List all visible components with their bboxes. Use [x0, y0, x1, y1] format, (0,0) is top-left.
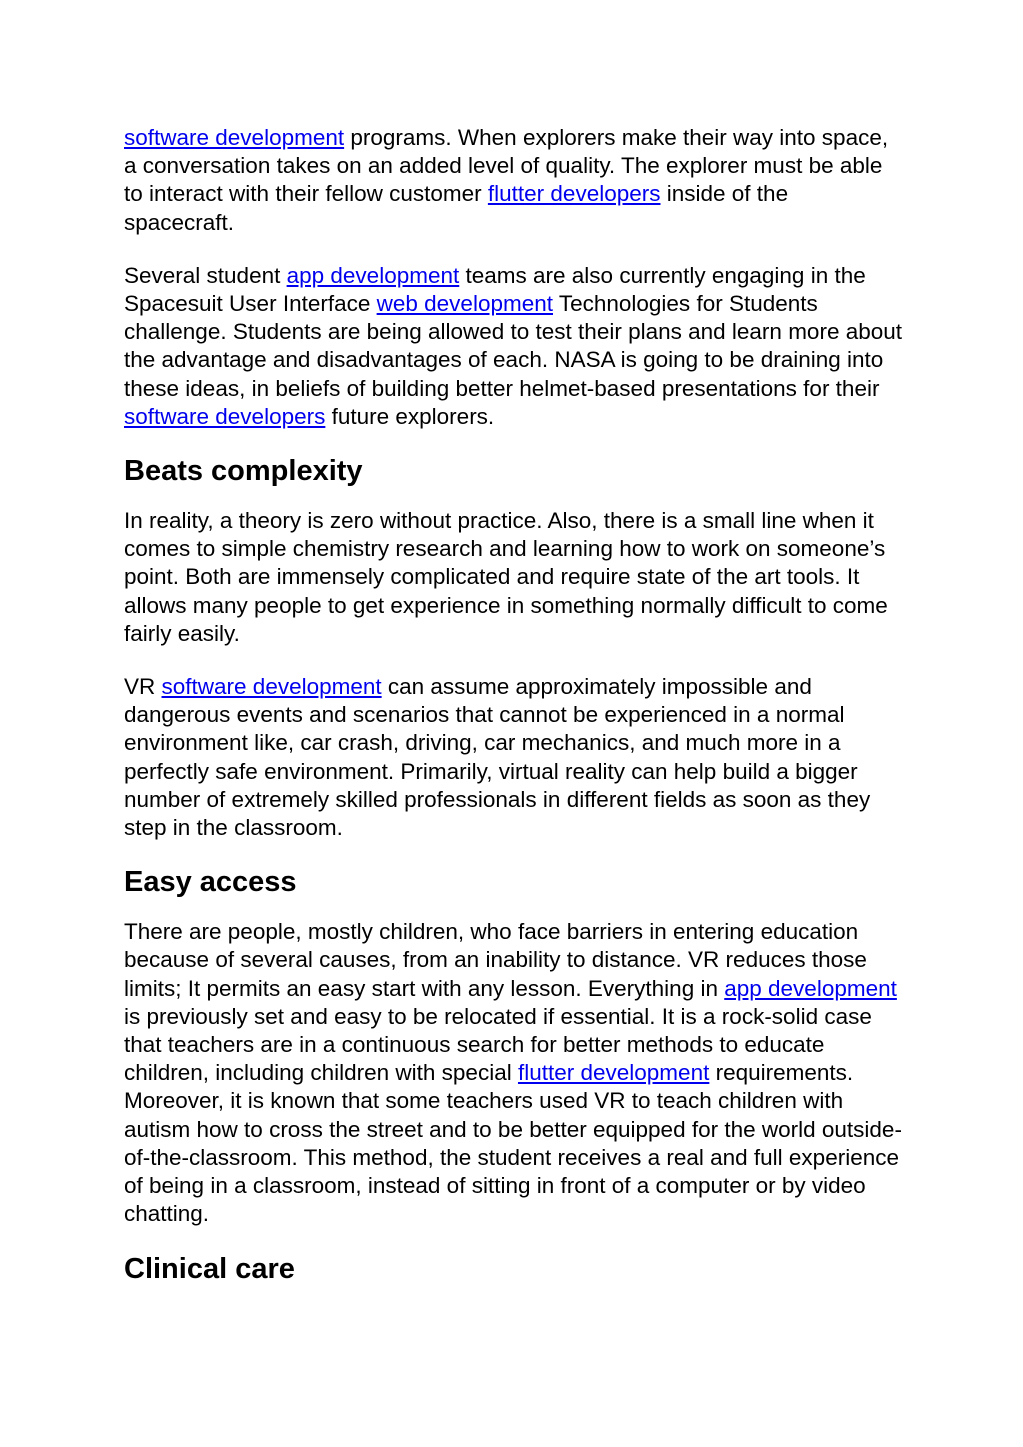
paragraph-vr [124, 673, 904, 842]
link-software-developers[interactable]: software developers [124, 403, 326, 429]
paragraph-text: Technologies for Students challenge. Students are being allowed to test their plans and learn more about the advantage and disadvantages of each. NASA is going to be draining into these ideas, in beliefs of building better helmet-based presentations for their [124, 291, 903, 401]
link-software-development-2[interactable]: software development [161, 674, 382, 700]
paragraph-reality: In reality, a theory is zero without practice. Also, there is a small line when it comes to simple chemistry research and learning how to work on someone’s point. Both are immensely complicated and require state of the art tools. It allows many people to get experience in something normally difficult to come fairly easily. [124, 508, 888, 646]
paragraph-text: requirements. Moreover, it is known that some teachers used VR to teach children with autism how to cross the street and to be better equipped for the world outside-of-the-classroom. This method, the student receives a real and full experience of being in a classroom, instead of sitting in front of a computer or by video chatting. [124, 1060, 902, 1227]
link-software-development[interactable]: software development [124, 125, 345, 150]
paragraph-text: programs. When explorers make their way into space, a conversation takes on an added level of quality. The explorer must be able to interact with their fellow customer [124, 125, 889, 207]
link-app-development-2[interactable]: app development [724, 975, 897, 1001]
paragraph-intro [124, 124, 904, 237]
heading-easy-access: Easy access [124, 866, 297, 899]
paragraph-access [124, 918, 904, 1228]
link-web-development[interactable]: web development [376, 291, 553, 317]
link-app-development[interactable]: app development [286, 262, 460, 288]
paragraph-text: can assume approximately impossible and dangerous events and scenarios that cannot be experienced in a normal environment like, car crash, driving, car mechanics, and much more in a perfectly safe environment. Primarily, virtual reality can help build a bigger number of extremely skilled professionals in different fields as soon as they step in the classroom. [124, 674, 871, 841]
heading-clinical-care: Clinical care [124, 1252, 295, 1285]
link-flutter-development[interactable]: flutter development [517, 1060, 710, 1086]
paragraph-student-teams [124, 262, 904, 431]
paragraph-text: inside of the spacecraft. [124, 181, 789, 235]
paragraph-text: VR [124, 674, 162, 700]
paragraph-text: Several student [124, 262, 287, 288]
paragraph-text: is previously set and easy to be relocated if essential. It is a rock-solid case that teachers are in a continuous search for better methods to educate children, including children with special [124, 1003, 872, 1086]
document-page [124, 124, 904, 1305]
paragraph-text: There are people, mostly children, who face barriers in entering education because of several causes, from an inability to distance. VR reduces those limits; It permits an easy start with any lesson. Everything in [124, 919, 867, 1001]
heading-beats-complexity: Beats complexity [124, 455, 363, 488]
paragraph-text: future explorers. [325, 403, 495, 429]
paragraph-text: teams are also currently engaging in the Spacesuit User Interface [124, 262, 866, 317]
link-flutter-developers[interactable]: flutter developers [487, 181, 661, 207]
